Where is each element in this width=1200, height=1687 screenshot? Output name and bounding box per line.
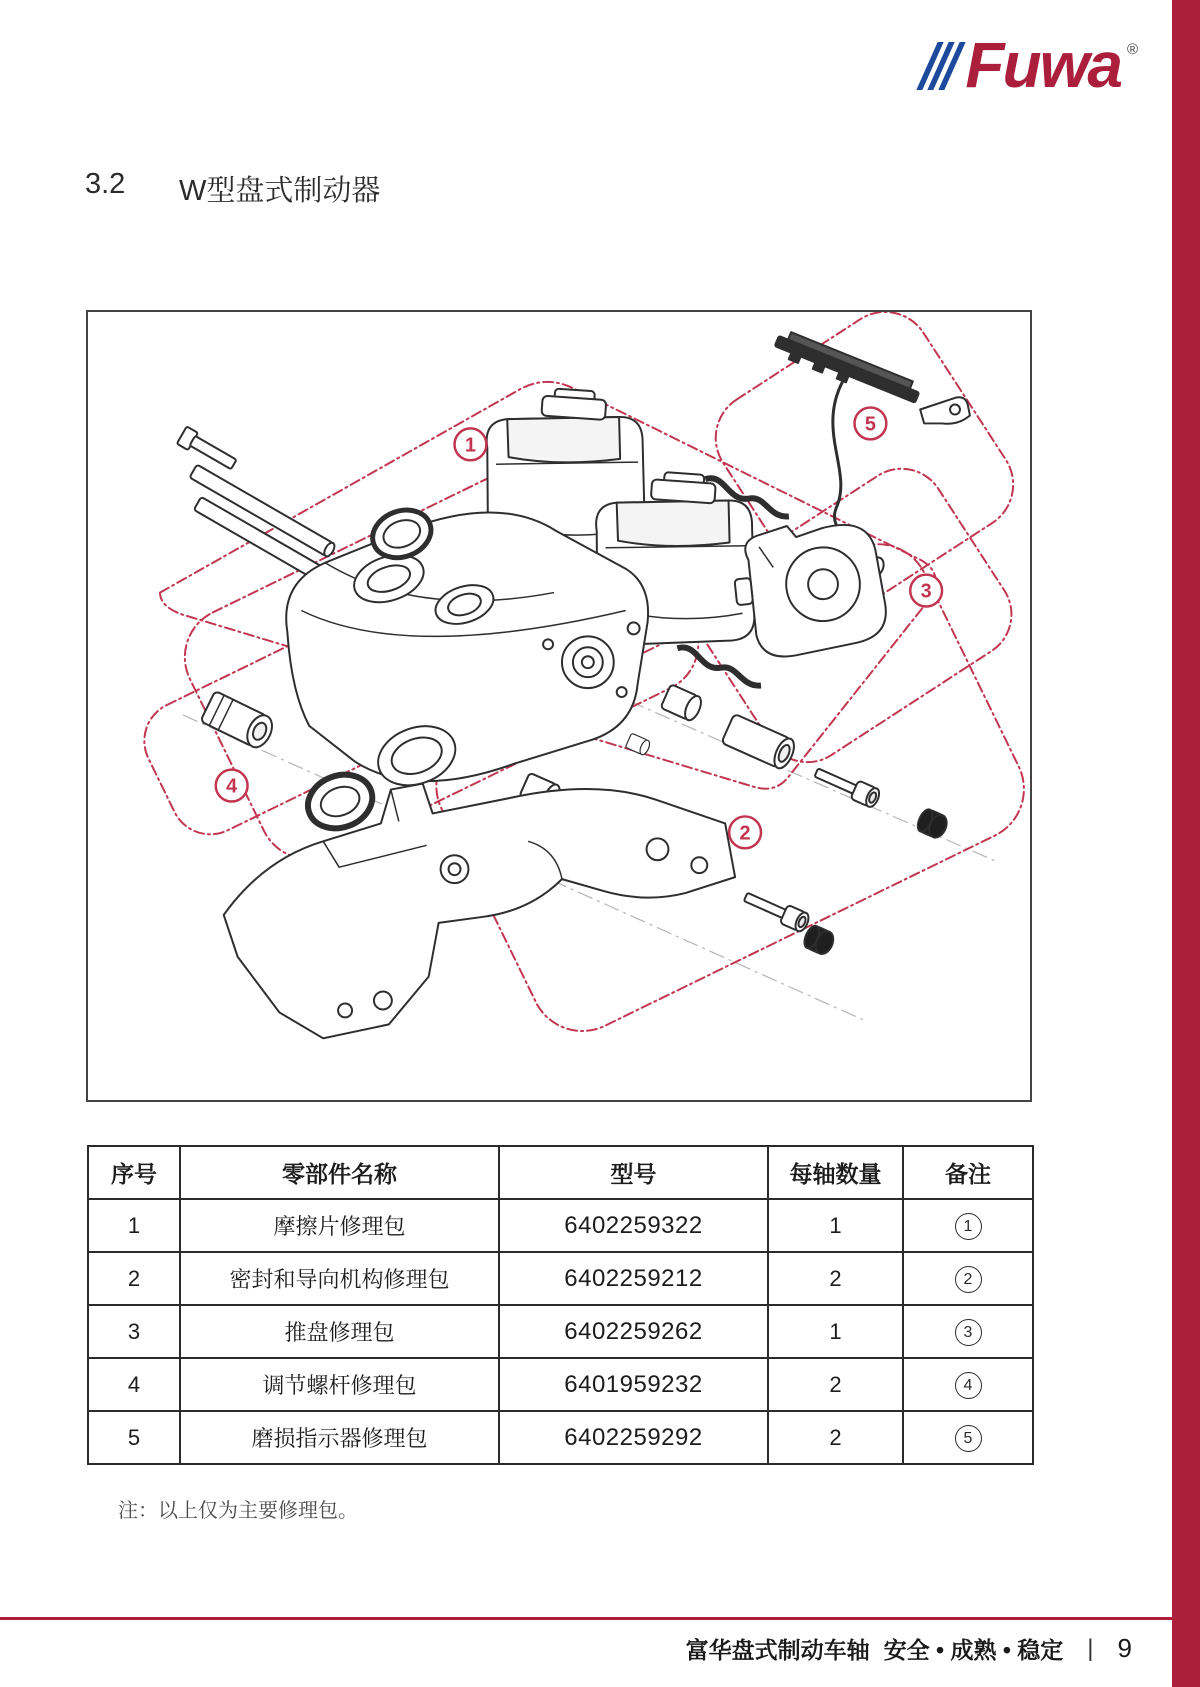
section-number: 3.2: [85, 168, 126, 200]
svg-text:4: 4: [226, 775, 238, 798]
table-row: [88, 1305, 1033, 1358]
cell-qty: 1: [768, 1199, 903, 1252]
cell-remark: [903, 1411, 1033, 1464]
logo-slashes-icon: [917, 42, 966, 90]
column-header-remark: 备注: [903, 1146, 1033, 1199]
callout-2: [729, 816, 761, 848]
cell-qty: 2: [768, 1252, 903, 1305]
cell-remark: [903, 1199, 1033, 1252]
callout-3: [910, 575, 942, 607]
cell-model: 6402259212: [499, 1252, 768, 1305]
registered-mark: ®: [1126, 41, 1138, 58]
table-row: [88, 1199, 1033, 1252]
push-plate: [730, 517, 890, 662]
column-header-name: 零部件名称: [180, 1146, 499, 1199]
cell-name: 密封和导向机构修理包: [180, 1252, 499, 1305]
seal-ring-lower: [300, 766, 379, 837]
table-row: [88, 1358, 1033, 1411]
page-number: 9: [1117, 1633, 1132, 1663]
svg-text:3: 3: [920, 580, 932, 603]
cell-model: 6402259262: [499, 1305, 768, 1358]
logo-text: Fuwa: [965, 29, 1121, 102]
footer: [686, 1632, 1132, 1665]
column-header-model: 型号: [499, 1146, 768, 1199]
cell-name: 摩擦片修理包: [180, 1199, 499, 1252]
remark-circled-number: 3: [955, 1319, 982, 1346]
remark-circled-number: 5: [955, 1425, 982, 1452]
right-edge-stripe: [1172, 0, 1200, 1687]
cell-name: 磨损指示器修理包: [180, 1411, 499, 1464]
note-text: 注：以上仅为主要修理包。: [118, 1500, 358, 1522]
cell-no: 3: [88, 1305, 180, 1358]
section-heading: [85, 168, 380, 209]
cell-no: 5: [88, 1411, 180, 1464]
callout-1: [455, 428, 487, 460]
cell-remark: [903, 1305, 1033, 1358]
cell-model: 6401959232: [499, 1358, 768, 1411]
footer-product: 富华盘式制动车轴: [685, 1637, 870, 1663]
cell-qty: 1: [768, 1305, 903, 1358]
caliper-body: [286, 512, 648, 795]
remark-circled-number: 4: [955, 1372, 982, 1399]
svg-text:1: 1: [464, 434, 476, 457]
cell-model: 6402259322: [499, 1199, 768, 1252]
callout-5: [855, 408, 887, 440]
cell-qty: 2: [768, 1411, 903, 1464]
brand-logo: [927, 26, 1138, 102]
svg-text:2: 2: [739, 822, 751, 845]
cell-no: 4: [88, 1358, 180, 1411]
footer-divider: [0, 1617, 1200, 1620]
diagram-parts: [152, 328, 969, 1038]
remark-circled-number: 2: [955, 1266, 982, 1293]
table-row: [88, 1252, 1033, 1305]
cell-no: 2: [88, 1252, 180, 1305]
cell-qty: 2: [768, 1358, 903, 1411]
carrier-bracket: [224, 784, 735, 1039]
figure-box: [86, 310, 1032, 1102]
svg-text:5: 5: [864, 413, 876, 436]
section-title: W型盘式制动器: [179, 175, 381, 207]
table-header-row: [88, 1146, 1033, 1199]
column-header-qty: 每轴数量: [768, 1146, 903, 1199]
footer-slogan: 安全 • 成熟 • 稳定: [883, 1637, 1064, 1663]
footer-separator: |: [1087, 1634, 1094, 1662]
cell-name: 推盘修理包: [180, 1305, 499, 1358]
cell-model: 6402259292: [499, 1411, 768, 1464]
cell-remark: [903, 1252, 1033, 1305]
exploded-diagram: [88, 312, 1030, 1100]
column-header-no: 序号: [88, 1146, 180, 1199]
table-row: [88, 1411, 1033, 1464]
cell-no: 1: [88, 1199, 180, 1252]
remark-circled-number: 1: [955, 1213, 982, 1240]
cell-name: 调节螺杆修理包: [180, 1358, 499, 1411]
parts-table: [87, 1145, 1034, 1465]
callout-4: [216, 770, 248, 802]
cell-remark: [903, 1358, 1033, 1411]
adjuster-sleeve: [200, 691, 277, 751]
